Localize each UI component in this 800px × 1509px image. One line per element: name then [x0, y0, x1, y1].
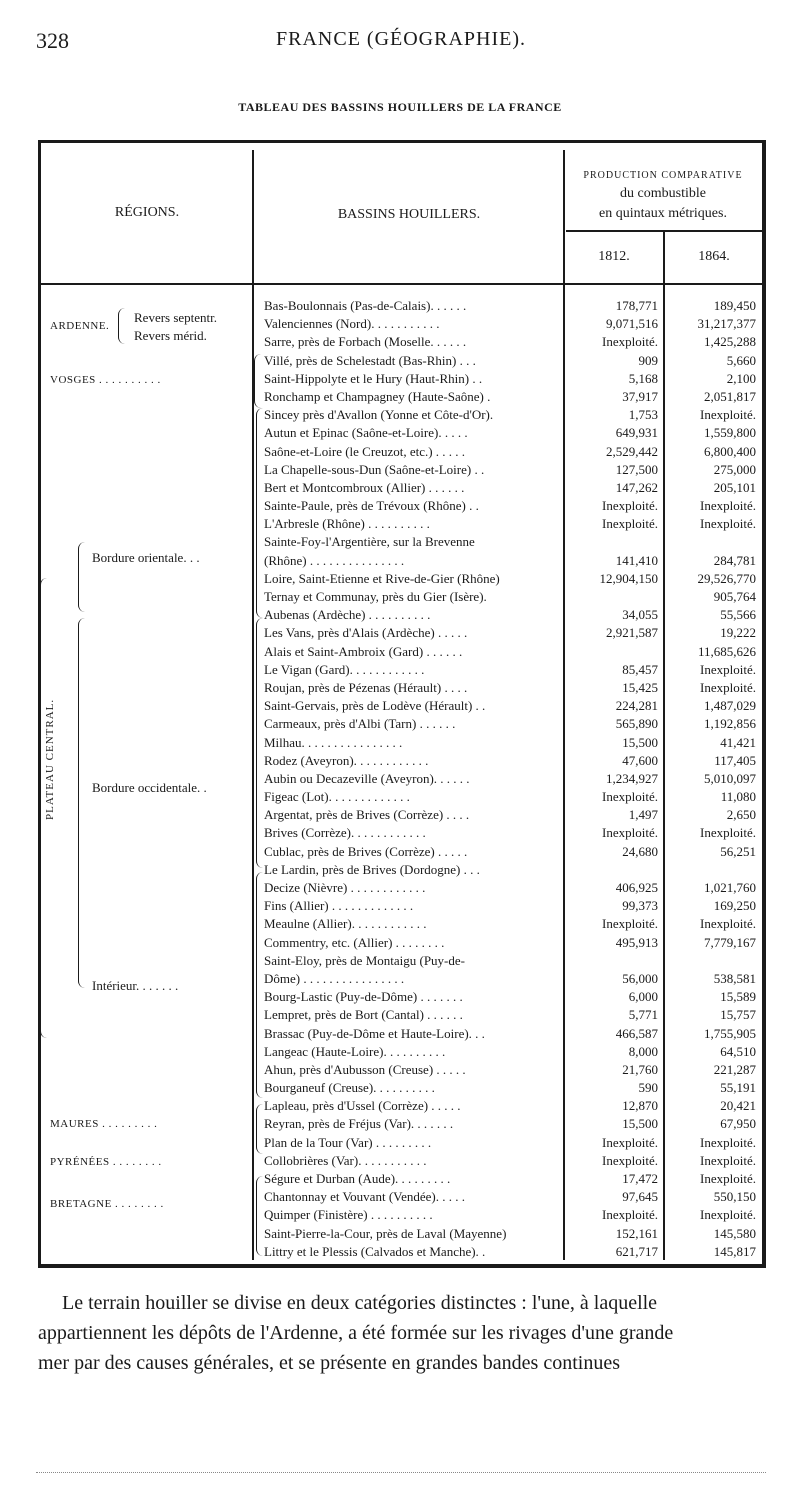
table-row-value-1864: Inexploité.	[700, 679, 756, 695]
table-row-value-1812: 24,680	[622, 843, 658, 859]
table-row-value-1864: 29,526,770	[697, 570, 756, 586]
table-row-basin: Commentry, etc. (Allier) . . . . . . . .	[264, 934, 445, 950]
table-row-value-1864: 7,779,167	[704, 934, 756, 950]
table-row-basin: Aubin ou Decazeville (Aveyron). . . . . .	[264, 770, 470, 786]
table-row-value-1864: 145,817	[713, 1243, 756, 1259]
values-1812-column	[566, 297, 658, 1261]
table-row-value-1864: 41,421	[720, 734, 756, 750]
table-row-value-1812	[566, 588, 658, 606]
header-year-1812: 1812.	[598, 249, 630, 264]
table-row-value-1864: 64,510	[720, 1043, 756, 1059]
table-row-value-1812: Inexploité.	[602, 1207, 658, 1223]
table-row-value-1864: 550,150	[713, 1189, 756, 1205]
table-row-basin: Fins (Allier) . . . . . . . . . . . . .	[264, 898, 414, 914]
table-row-value-1812: 565,890	[615, 716, 658, 732]
table-row-value-1864: 15,589	[720, 989, 756, 1005]
brace-ardenne	[118, 308, 125, 344]
table-row-basin: Quimper (Finistère) . . . . . . . . . .	[264, 1207, 433, 1223]
table-row-basin: Reyran, près de Fréjus (Var). . . . . . .	[264, 1116, 454, 1132]
table-row-value-1812: Inexploité.	[602, 825, 658, 841]
table-row-value-1864: 19,222	[720, 625, 756, 641]
table-row-value-1864: Inexploité.	[700, 407, 756, 423]
brace-bordure-orientale	[78, 542, 85, 612]
table-row-value-1812: 37,917	[622, 388, 658, 404]
page-number: 328	[36, 28, 69, 53]
table-row-basin: Dôme) . . . . . . . . . . . . . . . .	[264, 970, 405, 986]
header-production-line1: PRODUCTION COMPARATIVE	[583, 170, 743, 181]
table-row-basin: Loire, Saint-Etienne et Rive-de-Gier (Rhône)	[264, 570, 500, 586]
table-row-value-1864: 2,650	[726, 807, 756, 823]
brace-basins-interieur	[256, 872, 263, 1098]
region-ardenne: ARDENNE.	[50, 320, 110, 332]
table-row-value-1812: Inexploité.	[602, 916, 658, 932]
table-row-value-1864: 117,405	[714, 752, 756, 768]
table-row-value-1864: 1,559,800	[704, 425, 756, 441]
table-row-value-1864: 205,101	[713, 479, 756, 495]
table-row-basin: Decize (Nièvre) . . . . . . . . . . . .	[264, 880, 426, 895]
table-row-value-1812: 6,000	[628, 989, 658, 1005]
table-row-value-1864	[668, 861, 756, 879]
footer-rule	[36, 1472, 766, 1473]
table-row-value-1864: Inexploité.	[700, 498, 756, 514]
table-row-value-1864: Inexploité.	[700, 1134, 756, 1150]
table-row-basin: Meaulne (Allier). . . . . . . . . . . .	[264, 916, 427, 932]
table-row-basin: Aubenas (Ardèche) . . . . . . . . . .	[264, 607, 431, 623]
table-row-basin: Bas-Boulonnais (Pas-de-Calais). . . . . .	[264, 298, 467, 313]
table-row-value-1812: 406,925	[615, 880, 658, 895]
table-row-value-1812	[566, 643, 658, 661]
table-row-basin: Carmeaux, près d'Albi (Tarn) . . . . . .	[264, 716, 456, 732]
region-maures: MAURES . . . . . . . . .	[50, 1118, 158, 1130]
table-row-value-1864: 11,685,626	[697, 643, 756, 659]
table-row-value-1812: Inexploité.	[602, 334, 658, 350]
table-row-value-1812: Inexploité.	[602, 789, 658, 805]
table-row-value-1812: 127,500	[615, 461, 658, 477]
header-production-line2: du combustible	[620, 186, 706, 201]
table-row-value-1812: 5,168	[628, 370, 658, 386]
table-row-value-1812: 12,870	[622, 1098, 658, 1114]
table-row-value-1812: 1,497	[628, 807, 658, 823]
brace-maures	[256, 1104, 263, 1154]
table-row-value-1812	[566, 533, 658, 551]
table-row-basin: Autun et Epinac (Saône-et-Loire). . . . .	[264, 425, 468, 441]
table-row-basin: Langeac (Haute-Loire). . . . . . . . . .	[264, 1043, 446, 1059]
table-row-basin: Le Lardin, près de Brives (Dordogne) . . .	[264, 861, 480, 877]
table-row-value-1864: 55,191	[720, 1080, 756, 1096]
table-row-value-1864: Inexploité.	[700, 661, 756, 677]
table-row-value-1864: Inexploité.	[700, 1152, 756, 1168]
table-row-value-1864: 20,421	[720, 1098, 756, 1114]
table-row-value-1812: Inexploité.	[602, 1152, 658, 1168]
table-row-value-1864: Inexploité.	[700, 516, 756, 532]
table-row-value-1812: 17,472	[622, 1171, 658, 1186]
table-row-value-1864: Inexploité.	[700, 825, 756, 841]
region-vosges: VOSGES . . . . . . . . . .	[50, 374, 161, 386]
brace-bretagne	[256, 1176, 263, 1256]
table-row-basin: Figeac (Lot). . . . . . . . . . . . .	[264, 789, 410, 805]
table-row-value-1864: 55,566	[720, 607, 756, 623]
brace-bordure-occidentale	[78, 618, 85, 988]
table-row-value-1864: 169,250	[713, 898, 756, 914]
table-row-value-1864: 31,217,377	[697, 316, 756, 332]
table-row-value-1864: 221,287	[713, 1061, 756, 1077]
table-row-value-1864: 6,800,400	[704, 443, 756, 459]
table-row-value-1864: 284,781	[713, 552, 756, 568]
table-row-value-1812: 56,000	[622, 970, 658, 986]
table-row-value-1812: 466,587	[615, 1025, 658, 1041]
table-row-basin: Brives (Corrèze). . . . . . . . . . . .	[264, 825, 426, 841]
table-row-basin: Bourganeuf (Creuse). . . . . . . . . .	[264, 1080, 435, 1096]
table-row-value-1864: Inexploité.	[700, 1207, 756, 1223]
table-row-value-1864	[668, 952, 756, 970]
table-row-basin: Rodez (Aveyron). . . . . . . . . . . .	[264, 752, 429, 768]
table-row-value-1812: 97,645	[622, 1189, 658, 1205]
table-row-value-1812: 649,931	[615, 425, 658, 441]
table-row-value-1812: 1,753	[628, 407, 658, 423]
table-row-basin: Chantonnay et Vouvant (Vendée). . . . .	[264, 1189, 465, 1205]
region-ardenne-sub2: Revers mérid.	[134, 328, 207, 343]
table-row-basin: Roujan, près de Pézenas (Hérault) . . . .	[264, 679, 468, 695]
running-title: FRANCE (GÉOGRAPHIE).	[276, 28, 526, 50]
table-row-basin: Alais et Saint-Ambroix (Gard) . . . . . .	[264, 643, 463, 659]
table-row-basin: Ronchamp et Champagney (Haute-Saône) .	[264, 388, 491, 404]
region-bordure-occidentale: Bordure occidentale. .	[92, 780, 207, 795]
table-row-value-1812: 224,281	[615, 698, 658, 714]
page-header	[36, 28, 766, 60]
table-row-value-1812: 141,410	[615, 552, 658, 568]
table-row-value-1812: 2,921,587	[606, 625, 658, 641]
table-row-basin: (Rhône) . . . . . . . . . . . . . . .	[264, 552, 405, 568]
table-row-basin: Ahun, près d'Aubusson (Creuse) . . . . .	[264, 1061, 466, 1077]
basins-column	[264, 297, 564, 1261]
table-row-value-1812: 21,760	[622, 1061, 658, 1077]
table-row-value-1812: 99,373	[622, 898, 658, 914]
table-row-value-1864: 1,487,029	[704, 698, 756, 714]
table-row-value-1812	[566, 952, 658, 970]
table-row-value-1812: Inexploité.	[602, 516, 658, 532]
table-row-basin: Le Vigan (Gard). . . . . . . . . . . .	[264, 661, 425, 677]
table-row-value-1864: 5,010,097	[704, 770, 756, 786]
paragraph-line: mer par des causes générales, et se présente en grandes bandes continues	[38, 1352, 620, 1374]
table-row-basin: L'Arbresle (Rhône) . . . . . . . . . .	[264, 516, 430, 532]
header-basins: BASSINS HOUILLERS.	[337, 207, 481, 222]
paragraph-line: Le terrain houiller se divise en deux catégories distinctes : l'une, à laquelle	[62, 1292, 658, 1314]
table-row-value-1864: 2,051,817	[704, 388, 756, 404]
table-row-value-1812: 909	[638, 352, 658, 368]
table-row-value-1812	[566, 861, 658, 879]
table-row-value-1812: 2,529,442	[606, 443, 658, 459]
table-row-value-1812: 85,457	[622, 661, 658, 677]
table-row-value-1864: Inexploité.	[700, 916, 756, 932]
table-row-basin: Bert et Montcombroux (Allier) . . . . . .	[264, 479, 465, 495]
table-row-value-1864: 905,764	[713, 589, 756, 604]
table-row-value-1864: 145,580	[713, 1225, 756, 1241]
body-paragraph	[38, 1288, 768, 1378]
table-row-value-1812: 15,425	[622, 679, 658, 695]
table-row-value-1812: 15,500	[622, 734, 658, 750]
table-row-basin: Littry et le Plessis (Calvados et Manche). .	[264, 1243, 486, 1259]
table-row-basin: Saint-Gervais, près de Lodève (Hérault) . .	[264, 698, 486, 714]
brace-basins-occidentale	[256, 618, 263, 868]
table-row-value-1864	[668, 533, 756, 551]
table-row-value-1812: 5,771	[628, 1007, 658, 1023]
table-row-value-1812: 9,071,516	[606, 316, 658, 332]
table-row-value-1812: 152,161	[615, 1225, 658, 1241]
table-row-basin: Valenciennes (Nord). . . . . . . . . . .	[264, 316, 440, 332]
table-row-basin: Bourg-Lastic (Puy-de-Dôme) . . . . . . .	[264, 989, 463, 1005]
table-row-value-1864: 1,192,856	[704, 716, 756, 732]
column-divider-regions	[252, 150, 254, 1260]
table-row-value-1864: 5,660	[726, 352, 756, 368]
table-row-basin: Collobrières (Var). . . . . . . . . . .	[264, 1152, 427, 1168]
table-row-basin: Lempret, près de Bort (Cantal) . . . . . .	[264, 1007, 463, 1023]
column-divider-years	[663, 230, 665, 1260]
table-row-value-1812: Inexploité.	[602, 498, 658, 514]
table-row-basin: Saint-Pierre-la-Cour, près de Laval (Mayenne)	[264, 1225, 507, 1241]
table-row-basin: Sainte-Paule, près de Trévoux (Rhône) . .	[264, 498, 479, 514]
region-bordure-orientale: Bordure orientale. . .	[92, 550, 200, 565]
table-row-basin: Cublac, près de Brives (Corrèze) . . . . .	[264, 843, 468, 859]
table-row-basin: Sarre, près de Forbach (Moselle. . . . . .	[264, 334, 467, 350]
table-row-basin: Milhau. . . . . . . . . . . . . . . .	[264, 734, 403, 750]
table-row-value-1864: 538,581	[713, 970, 756, 986]
table-row-basin: Sainte-Foy-l'Argentière, sur la Brevenne	[264, 534, 475, 550]
table-row-basin: Saône-et-Loire (le Creuzot, etc.) . . . . .	[264, 443, 466, 459]
table-row-value-1864: 56,251	[720, 843, 756, 859]
table-row-value-1864: 189,450	[713, 298, 756, 313]
table-row-value-1812: 15,500	[622, 1116, 658, 1132]
table-row-value-1812: 621,717	[615, 1243, 658, 1259]
table-row-value-1812: 178,771	[615, 298, 658, 313]
table-row-value-1864: 11,080	[720, 789, 756, 805]
table-row-value-1864: 2,100	[726, 370, 756, 386]
brace-vosges	[254, 354, 261, 408]
table-row-value-1864: 67,950	[720, 1116, 756, 1132]
table-row-value-1864: Inexploité.	[700, 1171, 756, 1186]
table-row-value-1864: 15,757	[720, 1007, 756, 1023]
table-row-value-1864: 1,755,905	[704, 1025, 756, 1041]
table-title: TABLEAU DES BASSINS HOUILLERS DE LA FRANCE	[238, 100, 562, 114]
region-bretagne: BRETAGNE . . . . . . . .	[50, 1198, 164, 1210]
region-interieur: Intérieur. . . . . . .	[92, 978, 179, 993]
table-row-basin: Saint-Hippolyte et le Hury (Haut-Rhin) . .	[264, 370, 483, 386]
paragraph-line: appartiennent les dépôts de l'Ardenne, a été formée sur les rivages d'une grande	[38, 1322, 674, 1344]
table-row-value-1812: 1,234,927	[606, 770, 658, 786]
region-pyrenees: PYRÉNÉES . . . . . . . .	[50, 1156, 162, 1168]
table-row-value-1812: 495,913	[615, 934, 658, 950]
table-row-basin: Lapleau, près d'Ussel (Corrèze) . . . . .	[264, 1098, 461, 1114]
header-year-1864: 1864.	[698, 249, 730, 264]
header-rule-production	[566, 230, 762, 232]
table-row-basin: Ternay et Communay, près du Gier (Isère).	[264, 589, 487, 604]
table-row-basin: Brassac (Puy-de-Dôme et Haute-Loire). . .	[264, 1025, 485, 1041]
table-row-value-1812: 147,262	[615, 479, 658, 495]
header-rule-main	[41, 283, 762, 285]
table-row-value-1812: 12,904,150	[599, 570, 658, 586]
table-row-basin: Saint-Eloy, près de Montaigu (Puy-de-	[264, 952, 465, 968]
table-row-value-1812: 47,600	[622, 752, 658, 768]
table-row-value-1812: 590	[638, 1080, 658, 1096]
table-row-value-1864: 1,425,288	[704, 334, 756, 350]
table-row-value-1812: Inexploité.	[602, 1134, 658, 1150]
table-row-basin: Villé, près de Schelestadt (Bas-Rhin) . . .	[264, 352, 476, 368]
table-row-basin: Argentat, près de Brives (Corrèze) . . . .	[264, 807, 470, 823]
brace-basins-orientale	[256, 408, 263, 618]
table-row-basin: Les Vans, près d'Alais (Ardèche) . . . . .	[264, 625, 468, 641]
header-production-line3: en quintaux métriques.	[599, 206, 727, 221]
table-row-basin: Ségure et Durban (Aude). . . . . . . . .	[264, 1171, 451, 1186]
table-row-value-1864: 1,021,760	[704, 880, 756, 895]
table-row-value-1812: 34,055	[622, 607, 658, 623]
header-regions: RÉGIONS.	[114, 205, 180, 220]
table-row-basin: Plan de la Tour (Var) . . . . . . . . .	[264, 1134, 432, 1150]
region-plateau-central: PLATEAU CENTRAL.	[44, 698, 56, 820]
table-row-basin: Sincey près d'Avallon (Yonne et Côte-d'Or).	[264, 407, 494, 423]
table-row-value-1864: 275,000	[713, 461, 756, 477]
region-ardenne-sub1: Revers septentr.	[134, 310, 218, 325]
table-row-basin: La Chapelle-sous-Dun (Saône-et-Loire) . .	[264, 461, 485, 477]
table-row-value-1812: 8,000	[628, 1043, 658, 1059]
values-1864-column	[668, 297, 756, 1261]
